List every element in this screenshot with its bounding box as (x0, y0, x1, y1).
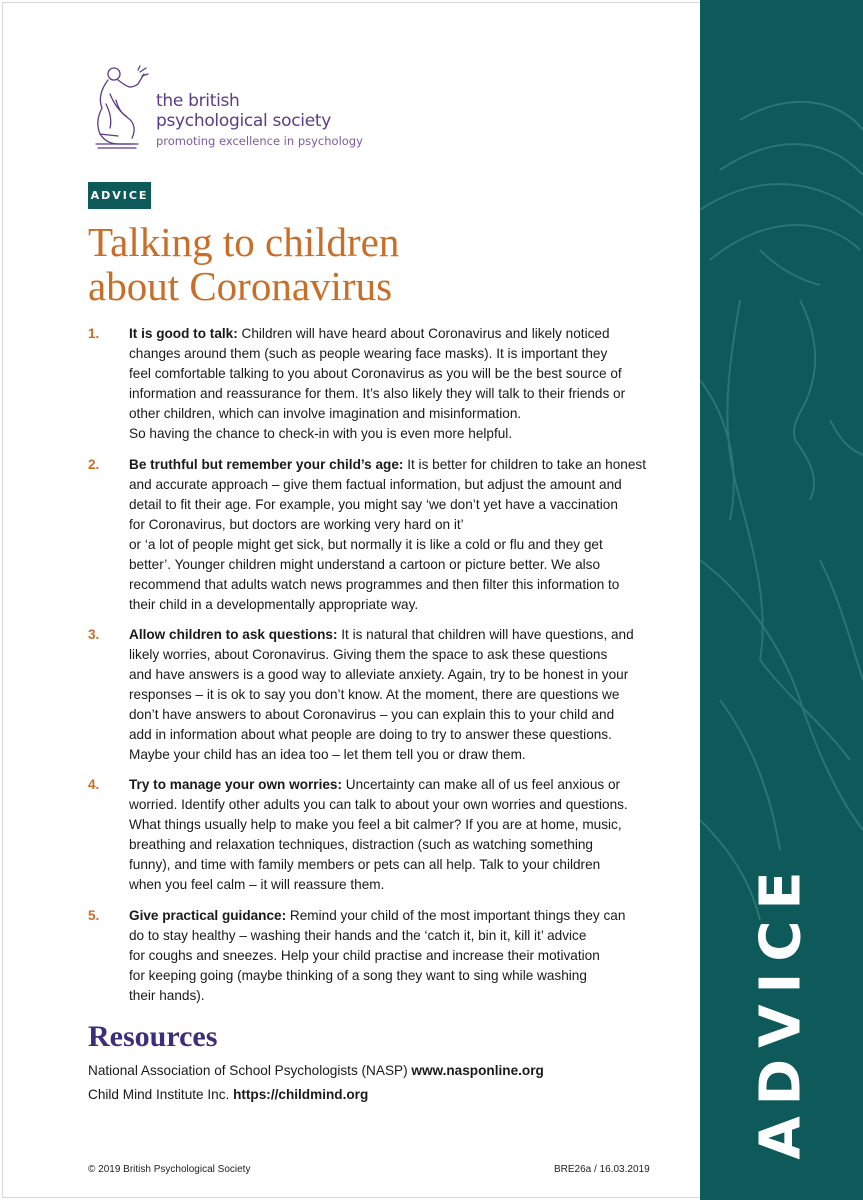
list-item-number: 5. (88, 908, 100, 923)
resource-link-nasp[interactable]: www.nasponline.org (411, 1063, 544, 1078)
list-item-line: responses – it is ok to say you don’t know. At the moment, there are questions we (129, 687, 620, 702)
list-item-heading: It is good to talk: (129, 326, 238, 341)
advice-badge: ADVICE (88, 182, 151, 209)
list-item-line: for Coronavirus, but doctors are working very hard on it’ (129, 517, 464, 532)
title-line-2: about Coronavirus (88, 263, 393, 309)
list-item-text: Remind your child of the most important things they can (286, 908, 626, 923)
list-item-text: It is natural that children will have questions, and (337, 627, 634, 642)
seated-figure-icon (88, 64, 150, 154)
list-item-body (129, 906, 659, 1006)
bps-logo (88, 64, 378, 154)
footer-copyright: © 2019 British Psychological Society (88, 1164, 251, 1175)
list-item-body (129, 625, 659, 765)
list-item-body (129, 324, 659, 444)
list-item-line: add in information about what people are doing to try to answer these questions. (129, 727, 612, 742)
list-item-text: Children will have heard about Coronavirus and likely noticed (237, 326, 610, 341)
list-item-line: What things usually help to make you feel a bit calmer? If you are at home, music, (129, 817, 622, 832)
resource-nasp (88, 1061, 544, 1081)
list-item-line (129, 455, 659, 475)
list-item-body (129, 455, 659, 615)
list-item-line: So having the chance to check-in with you is even more helpful. (129, 426, 513, 441)
list-item-heading: Give practical guidance: (129, 908, 287, 923)
list-item-line: for keeping going (maybe thinking of a song they want to sing while washing (129, 968, 587, 983)
list-item-number: 3. (88, 627, 100, 642)
page-title (88, 220, 608, 308)
list-item-number: 2. (88, 457, 100, 472)
logo-line-1: the british (156, 91, 240, 111)
list-item-line: and have answers is a good way to alleviate anxiety. Again, try to be honest in your (129, 667, 629, 682)
list-item-line: breathing and relaxation techniques, distraction (such as watching something (129, 837, 593, 852)
list-item-line: do to stay healthy – washing their hands and the ‘catch it, bin it, kill it’ advice (129, 928, 587, 943)
list-item-text: Uncertainty can make all of us feel anxious or (342, 777, 621, 792)
list-item-line: changes around them (such as people wearing face masks). It is important they (129, 346, 608, 361)
logo-line-2: psychological society (156, 111, 331, 131)
resource-label: National Association of School Psychologists (NASP) (88, 1063, 412, 1078)
list-item-line (129, 324, 659, 344)
list-item-number: 1. (88, 326, 100, 341)
list-item-line (129, 775, 659, 795)
list-item-line: their hands). (129, 988, 205, 1003)
resource-label: Child Mind Institute Inc. (88, 1087, 234, 1102)
list-item-heading: Try to manage your own worries: (129, 777, 343, 792)
list-item-line: and accurate approach – give them factual information, but adjust the amount and (129, 477, 622, 492)
resource-link-childmind[interactable]: https://childmind.org (233, 1087, 369, 1102)
list-item-line: better’. Younger children might understand a cartoon or picture better. We also (129, 557, 601, 572)
list-item-heading: Allow children to ask questions: (129, 627, 338, 642)
list-item-line: don’t have answers to about Coronavirus – you can explain this to your child and (129, 707, 615, 722)
list-item-line: detail to fit their age. For example, you might say ‘we don’t yet have a vaccination (129, 497, 618, 512)
list-item-heading: Be truthful but remember your child’s age: (129, 457, 404, 472)
list-item-line: funny), and time with family members or pets can all help. Talk to your children (129, 857, 601, 872)
list-item-number: 4. (88, 777, 100, 792)
list-item-body (129, 775, 659, 895)
list-item-line: worried. Identify other adults you can talk to about your own worries and questions. (129, 797, 628, 812)
resources-heading: Resources (88, 1020, 218, 1053)
list-item-line: recommend that adults watch news programmes and then filter this information to (129, 577, 620, 592)
list-item-line (129, 906, 659, 926)
logo-tagline: promoting excellence in psychology (156, 134, 363, 148)
list-item-text: It is better for children to take an honest (403, 457, 646, 472)
list-item-line: Maybe your child has an idea too – let them tell you or draw them. (129, 747, 526, 762)
list-item-line: information and reassurance for them. It’s also likely they will talk to their friends or (129, 386, 626, 401)
list-item-line: likely worries, about Coronavirus. Giving them the space to ask these questions (129, 647, 608, 662)
footer-code: BRE26a / 16.03.2019 (554, 1164, 650, 1175)
list-item-line: their child in a developmentally appropriate way. (129, 597, 419, 612)
list-item-line: feel comfortable talking to you about Coronavirus as you will be the best source of (129, 366, 622, 381)
title-line-1: Talking to children (88, 219, 400, 265)
list-item-line: or ‘a lot of people might get sick, but normally it is like a cold or flu and they get (129, 537, 603, 552)
list-item-line: other children, which can involve imagination and misinformation. (129, 406, 522, 421)
list-item-line (129, 625, 659, 645)
resource-childmind (88, 1085, 368, 1105)
side-advice-label: ADVICE (748, 860, 814, 1160)
list-item-line: when you feel calm – it will reassure them. (129, 877, 385, 892)
list-item-line: for coughs and sneezes. Help your child practise and increase their motivation (129, 948, 600, 963)
